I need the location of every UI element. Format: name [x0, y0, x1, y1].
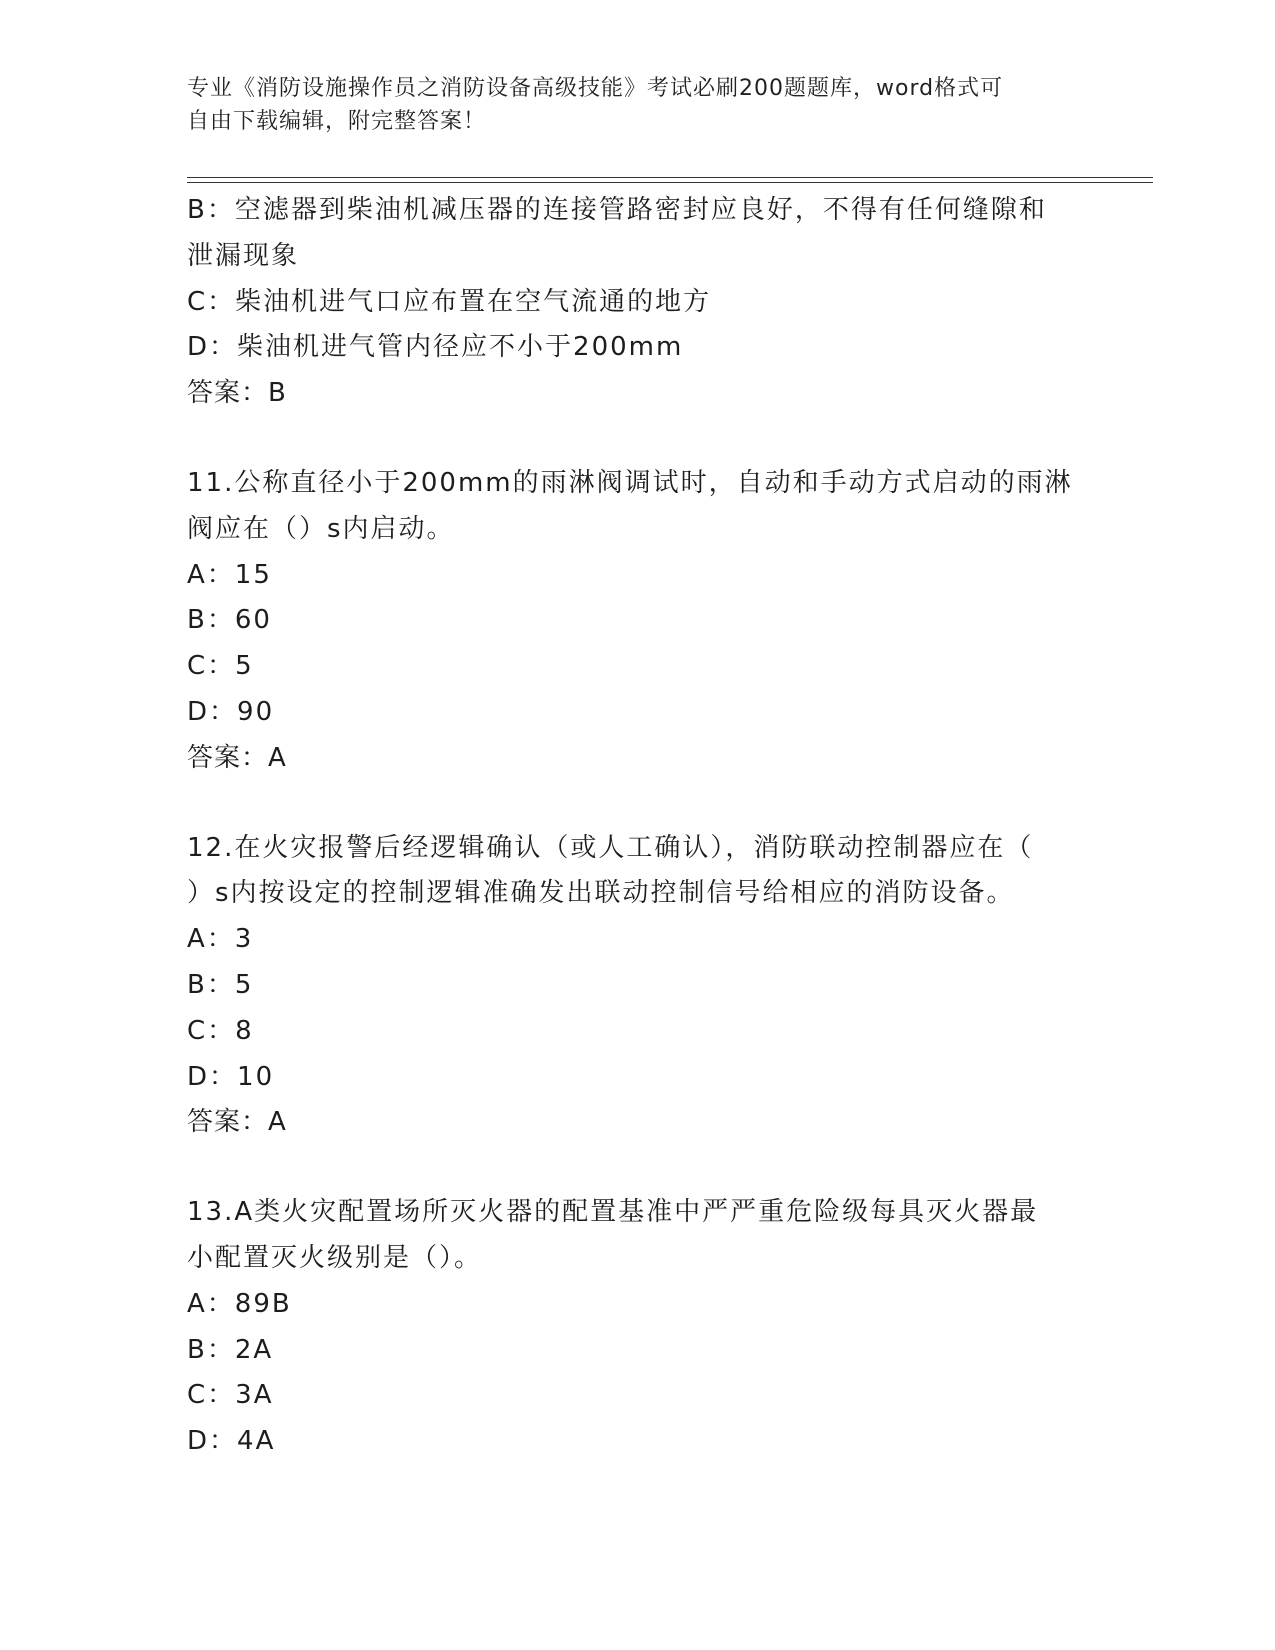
question-stem-line-2: 小配置灭火级别是（）。: [187, 1242, 483, 1273]
option-d: D：90: [187, 696, 275, 727]
question-11: [187, 461, 1087, 782]
question-content: [187, 188, 1087, 1465]
document-header: [187, 72, 1067, 138]
option-d: D：10: [187, 1061, 275, 1092]
option-a: A：3: [187, 924, 254, 955]
option-c: C：柴油机进气口应布置在空气流通的地方: [187, 286, 712, 317]
question-stem-line-1: 12.在火灾报警后经逻辑确认（或人工确认），消防联动控制器应在（: [187, 832, 1034, 863]
option-a: A：15: [187, 559, 272, 590]
question-12: [187, 826, 1087, 1147]
option-b: B：5: [187, 969, 254, 1000]
question-stem-line-2: ）s内按设定的控制逻辑准确发出联动控制信号给相应的消防设备。: [187, 878, 1015, 909]
question-stem-line-1: 13.A类火灾配置场所灭火器的配置基准中严严重危险级每具灭火器最: [187, 1197, 1039, 1228]
option-a: A：89B: [187, 1288, 292, 1319]
option-c: C：3A: [187, 1380, 274, 1411]
spacer: [187, 1146, 1087, 1190]
question-stem-line-2: 阀应在（）s内启动。: [187, 513, 455, 544]
header-line-2: 自由下载编辑，附完整答案！: [187, 109, 487, 134]
question-13: [187, 1190, 1087, 1465]
answer-label: 答案：B: [187, 378, 287, 409]
question-stem-line-1: 11.公称直径小于200mm的雨淋阀调试时，自动和手动方式启动的雨淋: [187, 467, 1073, 498]
answer-label: 答案：A: [187, 742, 287, 773]
option-b-line-1: B：空滤器到柴油机减压器的连接管路密封应良好，不得有任何缝隙和: [187, 195, 1047, 225]
spacer: [187, 782, 1087, 826]
option-b-line-2: 泄漏现象: [187, 240, 300, 271]
previous-question: [187, 188, 1087, 417]
answer-label: 答案：A: [187, 1107, 287, 1138]
option-c: C：5: [187, 651, 254, 682]
option-b: B：60: [187, 605, 272, 636]
header-divider-top: [187, 177, 1153, 178]
header-line-1: 专业《消防设施操作员之消防设备高级技能》考试必刷200题题库，word格式可: [187, 76, 1004, 101]
option-d: D：4A: [187, 1426, 276, 1457]
spacer: [187, 417, 1087, 461]
option-b: B：2A: [187, 1334, 274, 1365]
option-c: C：8: [187, 1015, 254, 1046]
option-d: D：柴油机进气管内径应不小于200mm: [187, 332, 684, 363]
header-divider-bottom: [187, 182, 1153, 183]
